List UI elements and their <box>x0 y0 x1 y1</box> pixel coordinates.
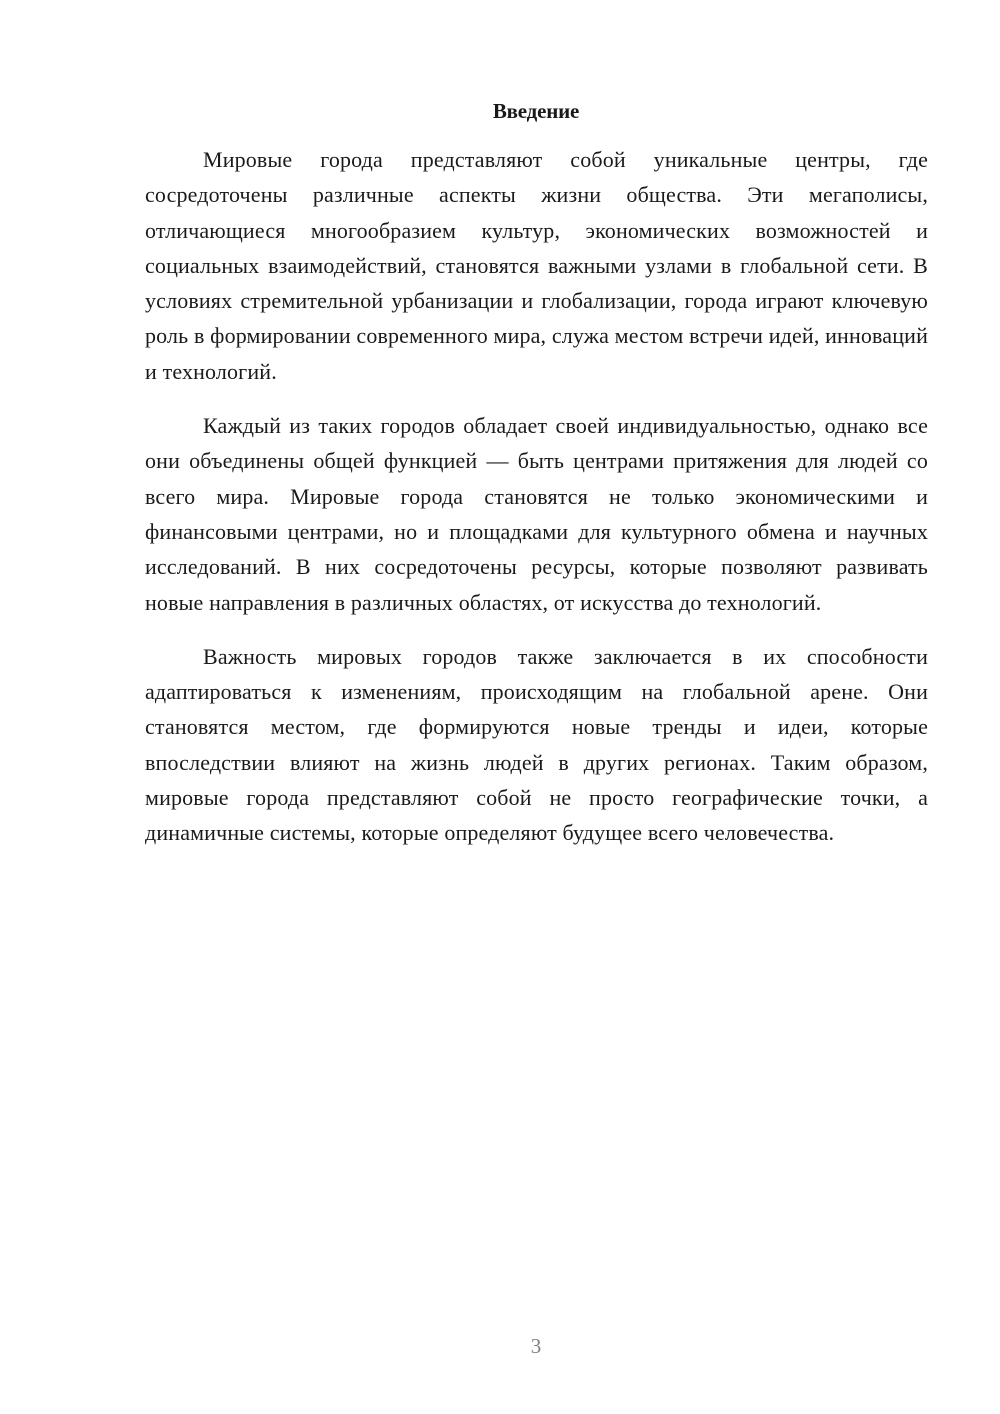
paragraph-2: Каждый из таких городов обладает своей индивидуальностью, однако все они объединены общей функцией — быть центрами притяжения для людей со всего мира. Мировые города становятся не только экономическими и финансовыми центрами, но и площадками для культурного обмена и научных исследований. В них сосредоточены ресурсы, которые позволяют развивать новые направления в различных областях, от искусства до технологий. <box>145 413 928 615</box>
paragraph-1: Мировые города представляют собой уникальные центры, где сосредоточены различные аспекты жизни общества. Эти мегаполисы, отличающиеся многообразием культур, экономических возможностей и социальных взаимодействий, становятся важными узлами в глобальной сети. В условиях стремительной урбанизации и глобализации, города играют ключевую роль в формировании современного мира, служа местом встречи идей, инноваций и технологий. <box>145 147 928 384</box>
section-heading: Введение <box>492 99 580 123</box>
paragraph-3: Важность мировых городов также заключается в их способности адаптироваться к изменениям, происходящим на глобальной арене. Они становятся местом, где формируются новые тренды и идеи, которые впоследствии влияют на жизнь людей в других регионах. Таким образом, мировые города представляют собой не просто географические точки, а динамичные системы, которые определяют будущее всего человечества. <box>145 643 928 846</box>
page-number: 3 <box>530 1334 542 1358</box>
body-text <box>145 142 928 851</box>
